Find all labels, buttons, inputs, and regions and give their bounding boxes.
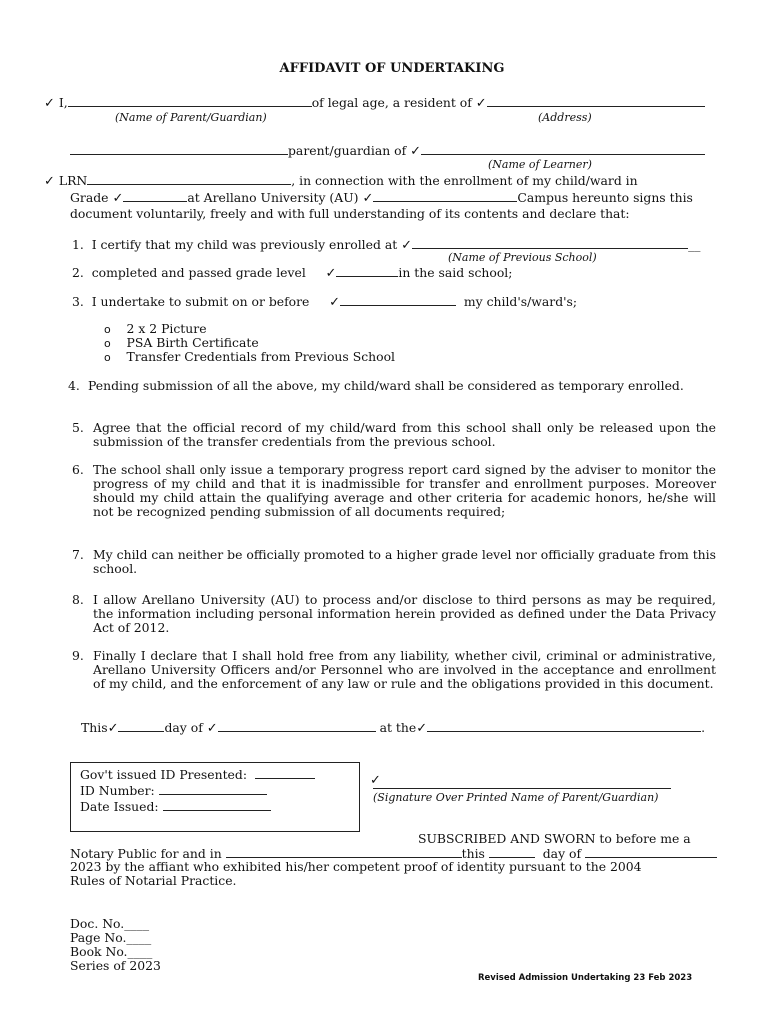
sworn-line-2: Notary Public for and in this day of: [70, 846, 717, 861]
grade-field[interactable]: [123, 190, 187, 202]
date-issued-field[interactable]: [163, 799, 271, 811]
doc-number: Doc. No.____: [70, 916, 150, 931]
clause-8: I allow Arellano University (AU) to process and/or disclose to third persons as may be required, the information including personal information herein provided as defined under the Data Privacy Act of 2012.: [93, 592, 716, 635]
relation-field[interactable]: [70, 143, 288, 155]
clause-4: Pending submission of all the above, my child/ward shall be considered as temporary enrolled.: [88, 378, 684, 393]
footer-revision: Revised Admission Undertaking 23 Feb 2023: [478, 973, 693, 983]
grade-line: Grade ✓ at Arellano University (AU) ✓ Campus hereunto signs this: [70, 190, 693, 206]
notary-month-field[interactable]: [585, 846, 717, 858]
bullet-icon: o: [104, 337, 111, 350]
lrn-line: ✓ LRN , in connection with the enrollment of my child/ward in: [44, 173, 638, 189]
clause-number: 9.: [72, 648, 84, 663]
check-mark-icon: ✓: [475, 96, 487, 111]
deadline-field[interactable]: [340, 294, 456, 306]
page-number: Page No.____: [70, 930, 152, 945]
sworn-heading: SUBSCRIBED AND SWORN to before me a: [418, 831, 691, 846]
parent-line: ✓ I, of legal age, a resident of ✓: [44, 95, 705, 111]
signature-hint: (Signature Over Printed Name of Parent/Guardian): [373, 791, 659, 804]
check-mark-icon: ✓: [206, 721, 218, 736]
check-mark-icon: ✓: [44, 174, 55, 189]
campus-field[interactable]: [373, 190, 517, 202]
book-number: Book No.____: [70, 944, 153, 959]
clause-6: The school shall only issue a temporary progress report card signed by the adviser to monitor the progress of my child and that it is inadmissible for transfer and enrollment purposes. Moreover should my child attain the qualifying average and other criteria for academic honors, he/she will not be recognized pending submission of all documents required;: [93, 462, 716, 519]
requirement-item: o PSA Birth Certificate: [104, 335, 259, 350]
clause-9: Finally I declare that I shall hold free from any liability, whether civil, criminal or administrative, Arellano University Officers and/or Personnel who are involved in the acceptance and enrollment of my child, and the enforcement of any law or rule and the obligations provided in this document.: [93, 648, 716, 691]
clause-number: 8.: [72, 592, 84, 607]
clause-5: Agree that the official record of my child/ward from this school shall only be released upon the submission of the transfer credentials from the previous school.: [93, 420, 716, 449]
requirement-item: o Transfer Credentials from Previous School: [104, 349, 396, 364]
clause-number: 7.: [72, 547, 84, 562]
notary-day-field[interactable]: [489, 846, 535, 858]
hint-previous-school: (Name of Previous School): [448, 251, 597, 264]
date-issued-row: Date Issued:: [80, 799, 271, 814]
day-field[interactable]: [118, 720, 164, 732]
bullet-icon: o: [104, 351, 111, 364]
item-3: 3. I undertake to submit on or before ✓ my child's/ward's;: [72, 294, 578, 310]
id-number-field[interactable]: [159, 783, 267, 795]
check-mark-icon: ✓: [370, 773, 381, 788]
series-year: Series of 2023: [70, 958, 161, 973]
gov-id-field[interactable]: [255, 767, 315, 779]
sworn-line-3: 2023 by the affiant who exhibited his/her competent proof of identity pursuant to the 2004: [70, 859, 642, 874]
lrn-field[interactable]: [87, 173, 291, 185]
address-field[interactable]: [487, 95, 705, 107]
id-number-row: ID Number:: [80, 783, 267, 798]
check-mark-icon: ✓: [401, 238, 413, 253]
declaration-intro: document voluntarily, freely and with full understanding of its contents and declare that:: [70, 206, 630, 221]
check-mark-icon: ✓: [362, 191, 374, 206]
check-mark-icon: ✓: [112, 191, 124, 206]
item-2: 2. completed and passed grade level ✓ in the said school;: [72, 265, 513, 281]
check-mark-icon: ✓: [44, 96, 55, 111]
signature-field[interactable]: [373, 776, 671, 789]
place-field[interactable]: [427, 720, 701, 732]
month-field[interactable]: [218, 720, 376, 732]
check-mark-icon: ✓: [325, 266, 337, 281]
previous-school-field[interactable]: [412, 237, 688, 249]
clause-7: My child can neither be officially promoted to a higher grade level nor officially graduate from this school.: [93, 547, 716, 576]
item-1: 1. I certify that my child was previously enrolled at ✓ __: [72, 237, 701, 253]
check-mark-icon: ✓: [329, 295, 340, 310]
date-line: This✓ day of ✓ at the✓ .: [81, 720, 706, 736]
notary-place-field[interactable]: [226, 846, 462, 858]
clause-number: 5.: [72, 420, 84, 435]
sworn-line-4: Rules of Notarial Practice.: [70, 873, 237, 888]
gov-id-row: Gov't issued ID Presented:: [80, 767, 315, 782]
hint-learner: (Name of Learner): [488, 158, 592, 171]
hint-parent: (Name of Parent/Guardian): [115, 111, 267, 124]
page-title: AFFIDAVIT OF UNDERTAKING: [279, 61, 505, 76]
parent-name-field[interactable]: [68, 95, 312, 107]
learner-name-field[interactable]: [421, 143, 705, 155]
learner-line: parent/guardian of ✓: [70, 143, 705, 159]
check-mark-icon: ✓: [107, 721, 119, 736]
check-mark-icon: ✓: [410, 144, 422, 159]
requirement-item: o 2 x 2 Picture: [104, 321, 207, 336]
grade-level-field[interactable]: [336, 265, 398, 277]
clause-number: 4.: [68, 378, 80, 393]
clause-number: 6.: [72, 462, 84, 477]
hint-address: (Address): [538, 111, 592, 124]
bullet-icon: o: [104, 323, 111, 336]
check-mark-icon: ✓: [416, 721, 428, 736]
